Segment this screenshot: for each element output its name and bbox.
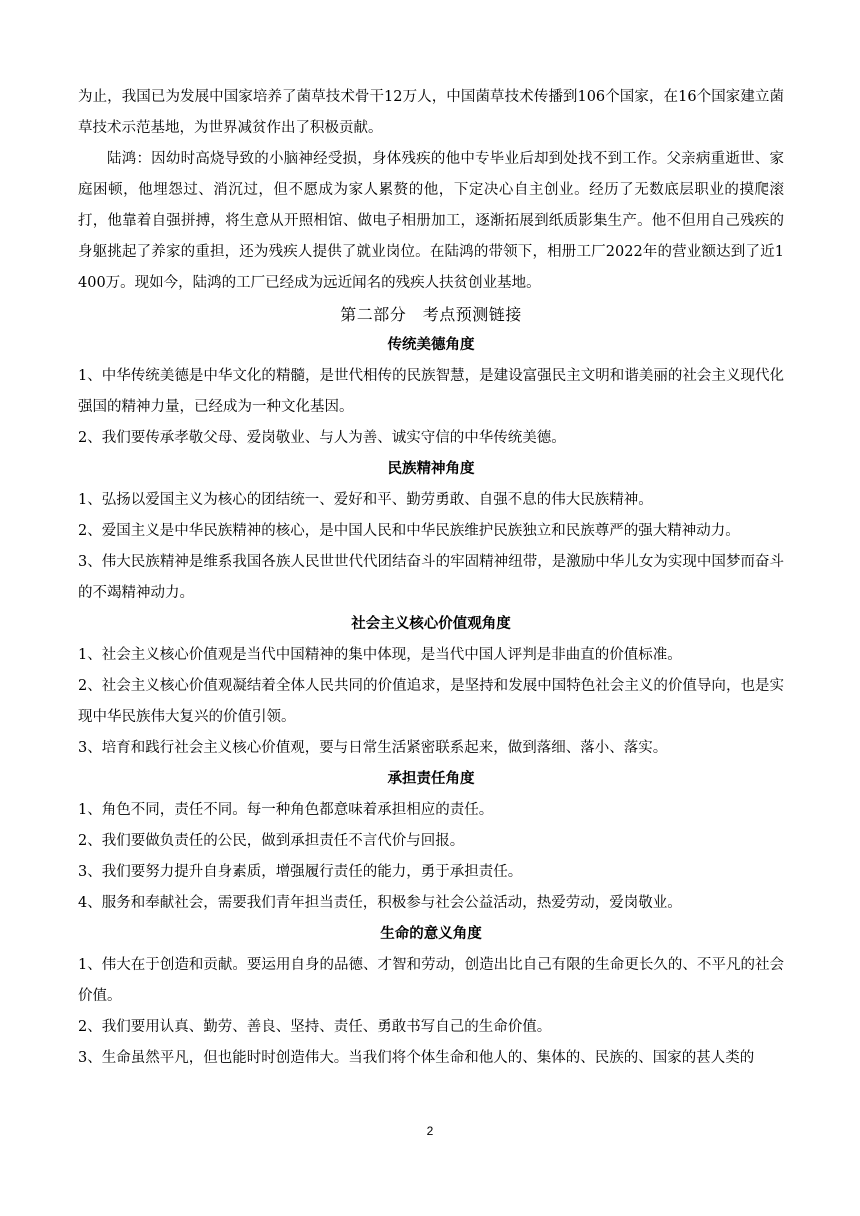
- list-item: 2、我们要用认真、勤劳、善良、坚持、责任、勇敢书写自己的生命价值。: [78, 1019, 552, 1035]
- list-item: 1、伟大在于创造和贡献。要运用自身的品德、才智和劳动，创造出比自己有限的生命更长久的、不平凡的社会价值。: [78, 957, 784, 1004]
- list-item: 3、伟大民族精神是维系我国各族人民世世代代团结奋斗的牢固精神纽带，是激励中华儿女为实现中国梦而奋斗的不竭精神动力。: [78, 554, 784, 601]
- intro-paragraph-1: 为止，我国已为发展中国家培养了菌草技术骨干12万人，中国菌草技术传播到106个国家，在16个国家建立菌草技术示范基地，为世界减贫作出了积极贡献。: [78, 89, 784, 136]
- list-item: 2、社会主义核心价值观凝结着全体人民共同的价值追求，是坚持和发展中国特色社会主义的价值导向，也是实现中华民族伟大复兴的价值引领。: [78, 678, 784, 725]
- page-number: 2: [426, 1124, 434, 1138]
- list-item: 2、我们要做负责任的公民，做到承担责任不言代价与回报。: [78, 833, 465, 849]
- list-item: 2、我们要传承孝敬父母、爱岗敬业、与人为善、诚实守信的中华传统美德。: [78, 430, 566, 446]
- section-title: 第二部分 考点预测链接: [340, 305, 522, 324]
- list-item: 3、培育和践行社会主义核心价值观，要与日常生活紧密联系起来，做到落细、落小、落实。: [78, 740, 668, 756]
- intro-paragraph-2: 陆鸿：因幼时高烧导致的小脑神经受损，身体残疾的他中专毕业后却到处找不到工作。父亲病重逝世、家庭困顿，他埋怨过、消沉过，但不愿成为家人累赘的他，下定决心自主创业。经历了无数底层职业的摸爬滚打，他靠着自强拼搏，将生意从开照相馆、做电子相册加工，逐渐拓展到纸质影集生产。他不但用自己残疾的身躯挑起了养家的重担，还为残疾人提供了就业岗位。在陆鸿的带领下，相册工厂2022年的营业额达到了近1400万。现如今，陆鸿的工厂已经成为远近闻名的残疾人扶贫创业基地。: [78, 151, 784, 291]
- list-item: 1、角色不同，责任不同。每一种角色都意味着承担相应的责任。: [78, 802, 494, 818]
- section-heading-meaning-of-life: 生命的意义角度: [380, 926, 482, 942]
- section-heading-responsibility: 承担责任角度: [387, 771, 475, 787]
- section-heading-traditional-virtues: 传统美德角度: [387, 337, 475, 353]
- list-item: 3、生命虽然平凡，但也能时时创造伟大。当我们将个体生命和他人的、集体的、民族的、国家的甚人类的: [78, 1050, 755, 1066]
- section-heading-core-values: 社会主义核心价值观角度: [351, 616, 511, 632]
- list-item: 4、服务和奉献社会，需要我们青年担当责任，积极参与社会公益活动，热爱劳动，爱岗敬业。: [78, 895, 682, 911]
- list-item: 1、弘扬以爱国主义为核心的团结统一、爱好和平、勤劳勇敢、自强不息的伟大民族精神。: [78, 492, 653, 508]
- list-item: 1、社会主义核心价值观是当代中国精神的集中体现，是当代中国人评判是非曲直的价值标准。: [78, 647, 682, 663]
- page-content: [78, 82, 784, 1074]
- list-item: 1、中华传统美德是中华文化的精髓，是世代相传的民族智慧，是建设富强民主文明和谐美丽的社会主义现代化强国的精神力量，已经成为一种文化基因。: [78, 368, 784, 415]
- section-heading-national-spirit: 民族精神角度: [387, 461, 475, 477]
- list-item: 2、爱国主义是中华民族精神的核心，是中国人民和中华民族维护民族独立和民族尊严的强大精神动力。: [78, 523, 740, 539]
- list-item: 3、我们要努力提升自身素质，增强履行责任的能力，勇于承担责任。: [78, 864, 523, 880]
